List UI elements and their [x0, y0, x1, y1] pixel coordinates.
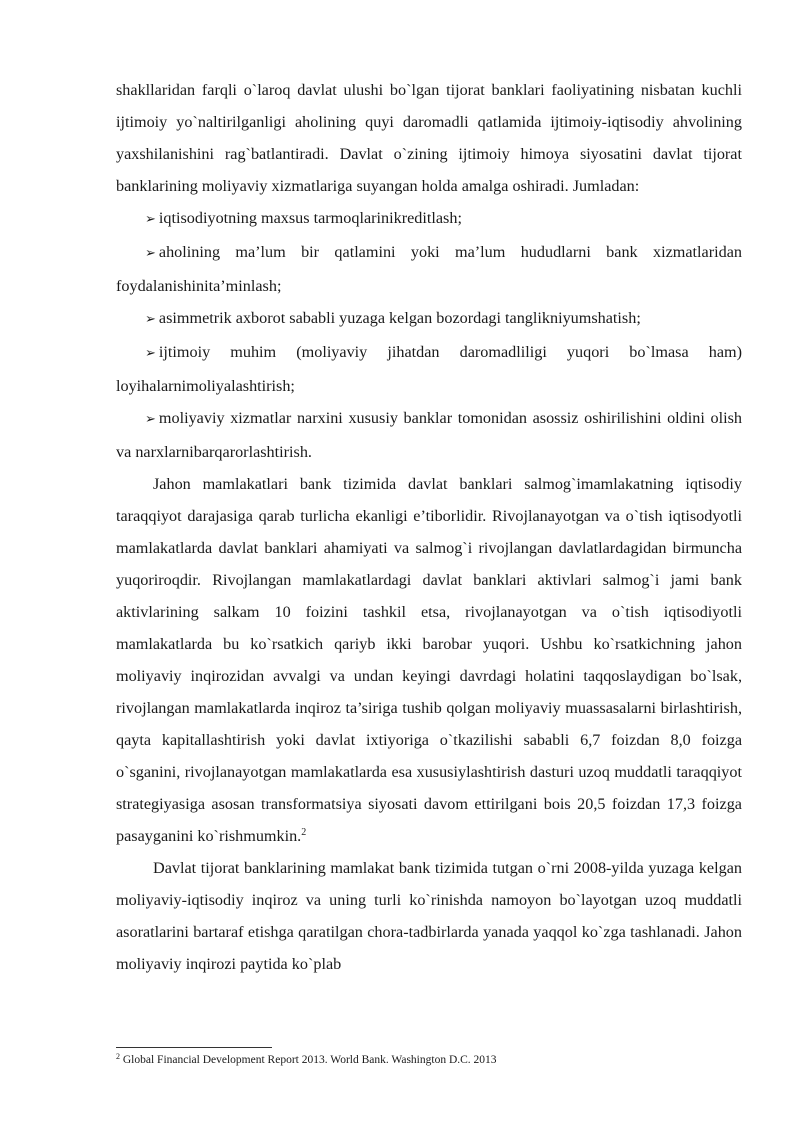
bullet-text: aholining ma’lum bir qatlamini yoki ma’lum hududlarni bank xizmatlaridan foydalanishinita’minlash; [116, 243, 742, 295]
bullet-item [116, 302, 742, 336]
footnote-marker: 2 [116, 1052, 120, 1061]
footnote-reference[interactable]: 2 [301, 827, 307, 838]
bullet-text: moliyaviy xizmatlar narxini xususiy banklar tomonidan asossiz oshirilishini oldini olish va narxlarnibarqarorlashtirish. [116, 409, 742, 461]
bullet-text: ijtimoiy muhim (moliyaviy jihatdan daromadliligi yuqori bo`lmasa ham) loyihalarnimoliyalashtirish; [116, 343, 742, 395]
bullet-text: asimmetrik axborot sababli yuzaga kelgan bozordagi tanglikniyumshatish; [158, 309, 641, 327]
arrow-bullet-icon: ➢ [145, 312, 156, 327]
paragraph-1: shakllaridan farqli o`laroq davlat ulushi bo`lgan tijorat banklari faoliyatining nisbatan kuchli ijtimoiy yo`naltirilganligi aholining quyi daromadli qatlamida ijtimoiy-iqtisodiy ahvolining yaxshilanishini rag`batlantiradi. Davlat o`zining ijtimoiy himoya siyosatini davlat tijorat banklarining moliyaviy xizmatlariga suyangan holda amalga oshiradi. Jumladan: [116, 81, 742, 195]
paragraph-2-text: Jahon mamlakatlari bank tizimida davlat banklari salmog`imamlakatning iqtisodiy taraqqiyot darajasiga qarab turlicha ekanligi e’tiborlidir. Rivojlanayotgan va o`tish iqtisodyotli mamlakatlarda davlat banklari ahamiyati va salmog`i rivojlangan davlatlardagidan birmuncha yuqoriroqdir. Rivojlangan mamlakatlardagi davlat banklari aktivlari salmog`i jami bank aktivlarining salkam 10 foizini tashkil etsa, rivojlanayotgan va o`tish iqtisodiyotli mamlakatlarda bu ko`rsatkich qariyb ikki barobar yuqori. Ushbu ko`rsatkichning jahon moliyaviy inqirozidan avvalgi va undan keyingi davrdagi holatini taqqoslaydigan bo`lsak, rivojlangan mamlakatlarda inqiroz ta’siriga tushib qolgan moliyaviy muassasalarni birlashtirish, qayta kapitallashtirish yoki davlat ixtiyoriga o`tkazilishi sababli 6,7 foizdan 8,0 foizga o`sganini, rivojlanayotgan mamlakatlarda esa xususiylashtirish dasturi uzoq muddatli taraqqiyot strategiyasiga asosan transformatsiya siyosati davom ettirilgani bois 20,5 foizdan 17,3 foizga pasayganini ko`rishmumkin. [116, 475, 742, 845]
bullet-text: iqtisodiyotning maxsus tarmoqlarinikreditlash; [158, 209, 462, 227]
footnote-text: Global Financial Development Report 2013. World Bank. Washington D.C. 2013 [122, 1054, 497, 1066]
footnote [116, 1052, 742, 1068]
bullet-item [116, 336, 742, 402]
bullet-item [116, 402, 742, 468]
bullet-item [116, 202, 742, 236]
arrow-bullet-icon: ➢ [145, 212, 156, 227]
paragraph-3: Davlat tijorat banklarining mamlakat bank tizimida tutgan o`rni 2008-yilda yuzaga kelgan moliyaviy-iqtisodiy inqiroz va uning turli ko`rinishda namoyon bo`layotgan uzoq muddatli asoratlarini bartaraf etishga qaratilgan chora-tadbirlarda yanada yaqqol ko`zga tashlanadi. Jahon moliyaviy inqirozi paytida ko`plab [116, 859, 742, 973]
arrow-bullet-icon: ➢ [145, 246, 156, 261]
arrow-bullet-icon: ➢ [145, 346, 156, 361]
bullet-item [116, 236, 742, 302]
body-text [116, 74, 742, 980]
footnote-separator [116, 1047, 272, 1048]
paragraph-2 [116, 468, 742, 852]
arrow-bullet-icon: ➢ [145, 412, 156, 427]
